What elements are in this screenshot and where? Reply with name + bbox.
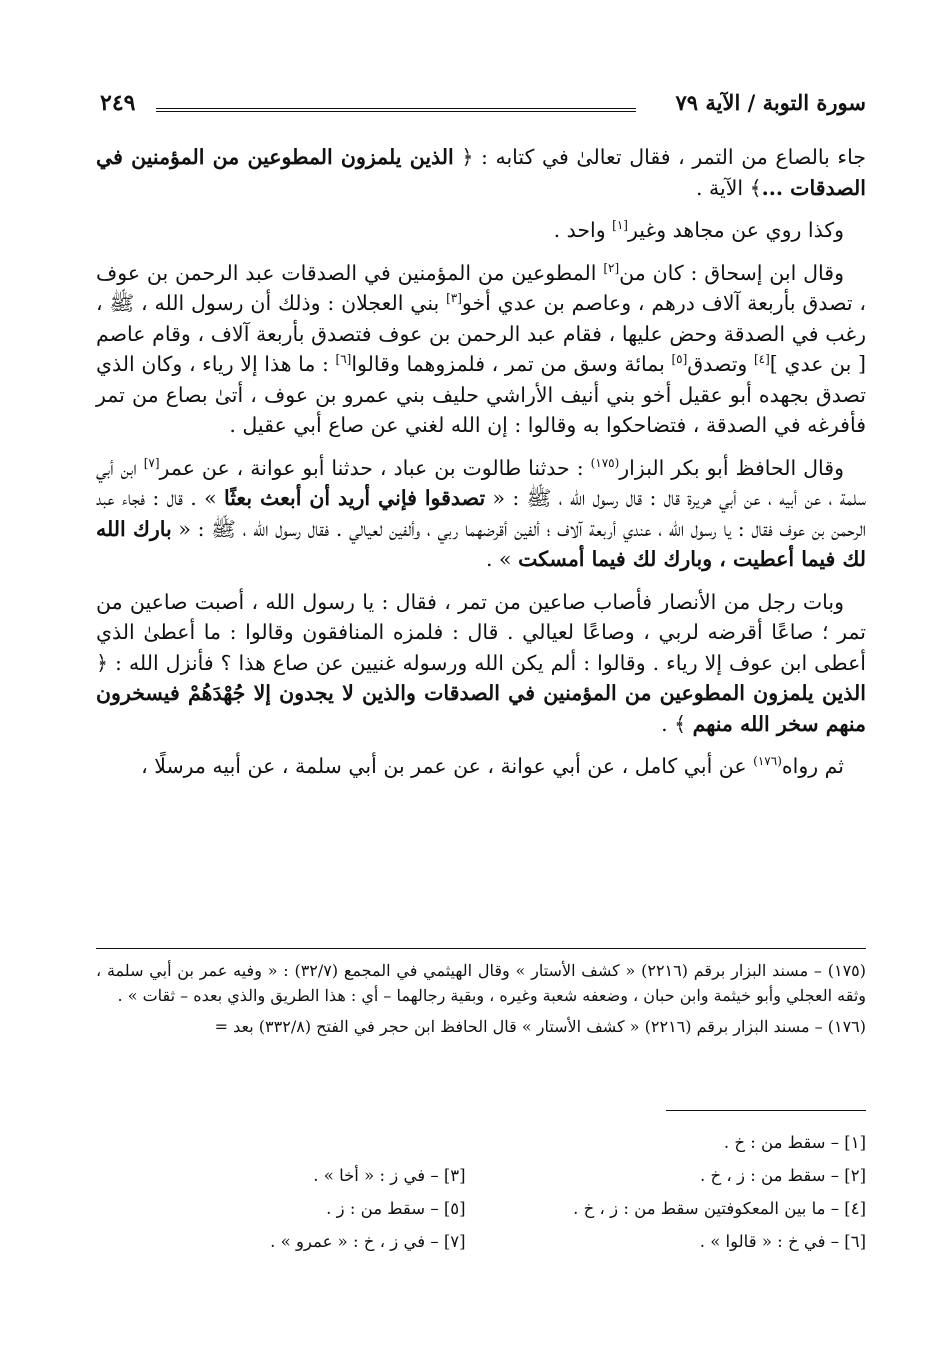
footnote-ref: (١٧٦) xyxy=(753,754,782,769)
text-run: وكذا روي عن مجاهد وغير xyxy=(627,218,844,242)
variants-separator xyxy=(666,1110,866,1111)
variants-row xyxy=(96,1192,866,1225)
variants-row xyxy=(96,1159,866,1192)
main-text xyxy=(96,142,866,794)
variants-row xyxy=(96,1225,866,1258)
variant-ref: [٧] xyxy=(143,455,160,470)
variant-ref: [٣] xyxy=(446,291,462,306)
variant-ref: [٤] xyxy=(753,352,770,367)
variant-3: [٣] – في ز : « أخا » . xyxy=(313,1166,466,1185)
variant-ref: [١] xyxy=(612,218,628,233)
text-run: ﴾ الآية . xyxy=(695,175,762,200)
text-run: » . xyxy=(485,547,519,571)
text-run: جاء بالصاع من التمر ، فقال تعالىٰ في كتابه : ﴿ xyxy=(453,145,866,169)
text-run: المطوعين من المؤمنين في الصدقات عبد الرحمن بن عوف ، تصدق بأربعة آلاف درهم ، وعاصم بن عدي أخو xyxy=(96,260,866,315)
variant-2: [٢] – سقط من : ز ، خ . xyxy=(700,1166,866,1185)
paragraph-3 xyxy=(96,258,866,441)
book-page xyxy=(96,80,866,1320)
paragraph-5 xyxy=(96,587,866,740)
paragraph-4 xyxy=(96,453,866,575)
footnote-176: (١٧٦) – مسند البزار برقم (٢٢١٦) « كشف الأستار » قال الحافظ ابن حجر في الفتح (٣٣٢/٨) بعد = xyxy=(214,1017,866,1036)
text-run: : ما هذا إلا رياء ، وكان الذي تصدق بجهده أبو عقيل أخو بني أنيف الأراشي حليف بني عمرو بن عوف ، أتىٰ بصاع من تمر فأفرغه في الصدقة ، فتضاحكوا به وقالوا : إن الله لغني عن صاع أبي عقيل . xyxy=(96,352,866,437)
page-number: ٢٤٩ xyxy=(100,90,136,116)
text-run: : حدثنا طالوت بن عباد ، حدثنا أبو عوانة ، عن عمر xyxy=(159,455,591,480)
paragraph-6 xyxy=(96,751,866,782)
text-run: ﴾ . xyxy=(661,711,693,736)
manuscript-variants xyxy=(96,1126,866,1258)
surah-ayah-title: سورة التوبة / الآية ٧٩ xyxy=(675,90,866,115)
footnote-ref: (١٧٥) xyxy=(590,455,620,470)
variant-ref: [٢] xyxy=(603,260,620,275)
text-run: ثم رواه xyxy=(781,754,844,778)
running-header xyxy=(96,84,866,124)
variant-4: [٤] – ما بين المعكوفتين سقط من : ز ، خ . xyxy=(573,1199,866,1218)
text-run: وبات رجل من الأنصار فأصاب صاعين من تمر ، فقال : يا رسول الله ، أصبت صاعين من تمر ؛ صاعًا أقرضه لربي ، وصاعًا لعيالي . قال : فلمزه المنافقون وقالوا : ما أعطىٰ الذي أعطى ابن عوف إلا رياء . وقالوا : ألم يكن الله ورسوله غنيين عن صاع هذا ؟ فأنزل الله : ﴿ xyxy=(96,589,866,675)
hadith-quote: تصدقوا فإني أريد أن أبعث بعثًا xyxy=(224,486,486,510)
footnote-175: (١٧٥) – مسند البزار برقم (٢٢١٦) « كشف الأستار » وقال الهيثمي في المجمع (٣٢/٧) : « وفيه عمر بن أبي سلمة ، وثقه العجلي وأبو خيثمة وابن حبان ، وضعفه شعبة وغيره ، وبقية رجالهما – أي : هذا الطريق والذي بعده – ثقات » . xyxy=(96,961,866,1005)
text-run: » . قال : فجاء عبد الرحمن بن عوف فقال : يا رسول الله ، عندي أربعة آلاف ؛ ألفين أقرضهما ربي ، وألفين لعيالي . فقال رسول الله ، ﷺ : « xyxy=(96,486,867,541)
text-run: عن أبي كامل ، عن أبي عوانة ، عن عمر بن أبي سلمة ، عن أبيه مرسلًا ، xyxy=(141,754,754,778)
variant-6: [٦] – في خ : « قالوا » . xyxy=(699,1232,866,1251)
text-run: وقال ابن إسحاق : كان من xyxy=(619,260,844,285)
variants-row xyxy=(96,1126,866,1159)
text-run: بني العجلان : وذلك أن رسول الله ، ﷺ ، رغب في الصدقة وحض عليها ، فقام عبد الرحمن بن عوف فتصدق بأربعة آلاف ، وقام عاصم [ بن عدي ] xyxy=(96,291,866,376)
variant-ref: [٦] xyxy=(335,352,352,367)
header-rule xyxy=(156,108,636,115)
text-run: وقال الحافظ أبو بكر البزار xyxy=(619,455,844,480)
variant-1: [١] – سقط من : خ . xyxy=(723,1133,866,1152)
paragraph-2 xyxy=(96,215,866,246)
footnote-separator xyxy=(96,948,866,949)
text-run: ابن أبي سلمة ، عن أبيه ، عن أبي هريرة قال : قال رسول الله ، ﷺ : « xyxy=(96,455,866,510)
hadith-quote: بارك الله لك فيما أعطيت ، وبارك لك فيما أمسكت xyxy=(96,516,866,571)
variant-7: [٧] – في ز ، خ : « عمرو » . xyxy=(270,1232,466,1251)
text-run: بمائة وسق من تمر ، فلمزوهما وقالوا xyxy=(351,352,672,376)
variant-5: [٥] – سقط من : ز . xyxy=(326,1199,466,1218)
paragraph-1 xyxy=(96,142,866,203)
footnotes xyxy=(96,958,866,1045)
quran-verse: الذين يلمزون المطوعين من المؤمنين في الصدقات ... xyxy=(96,145,866,200)
variant-ref: [٥] xyxy=(671,352,688,367)
quran-verse: الذين يلمزون المطوعين من المؤمنين في الصدقات والذين لا يجدون إلا جُهْدَهُمْ فيسخرون منهم سخر الله منهم xyxy=(96,681,866,736)
text-run: واحد . xyxy=(553,218,613,242)
text-run: وتصدق xyxy=(687,352,754,376)
